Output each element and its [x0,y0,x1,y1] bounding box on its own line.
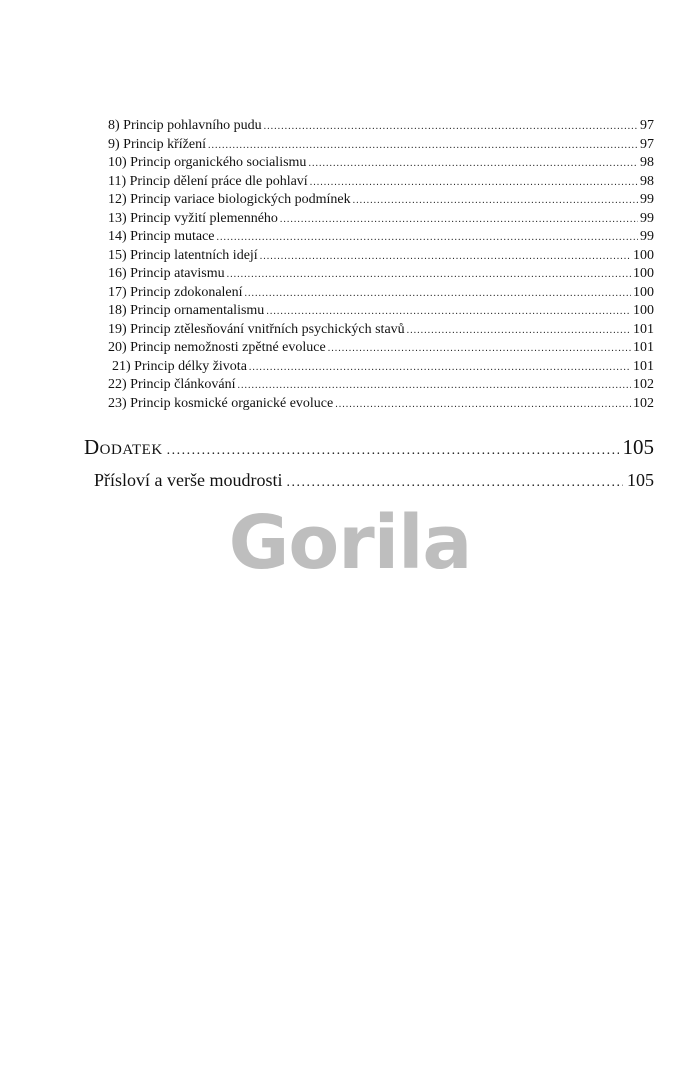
appendix-section [84,432,654,494]
dot-leader [328,340,631,359]
toc-entry-label: 22) Princip článkování [108,377,236,392]
toc-entry-page: 102 [633,395,654,411]
dot-leader [335,396,631,415]
toc-entry-label: 9) Princip křížení [108,136,206,152]
dot-leader [308,155,638,174]
toc-entry-page: 100 [633,284,654,300]
toc-entry-page: 100 [633,247,654,263]
toc-entry [108,358,654,377]
dot-leader [245,285,631,304]
toc-entry-label: 17) Princip zdokonalení [108,284,243,300]
dot-leader [353,192,638,211]
toc-entry-label: 19) Princip ztělesňování vnitřních psychických stavů [108,321,405,337]
toc-entry [108,173,654,192]
toc-entry-page: 100 [633,266,654,281]
section-title: Dodatek [84,435,163,459]
section-heading [84,432,654,462]
toc-entry-label: 20) Princip nemožnosti zpětné evoluce [108,340,326,355]
toc-entry-label: 12) Princip variace biologických podmínek [108,192,351,207]
toc-entry-label: 10) Princip organického socialismu [108,155,307,170]
toc-entry-page: 99 [640,210,654,226]
dot-leader [407,322,631,341]
toc-entry [108,395,654,414]
toc-entry-page: 100 [633,303,654,318]
table-of-contents [108,117,654,413]
toc-entry-page: 99 [640,229,654,244]
toc-entry-page: 98 [640,173,654,189]
toc-entry [108,247,654,266]
toc-entry-label: 18) Princip ornamentalismu [108,303,265,318]
toc-entry [108,154,654,173]
toc-entry-label: 16) Princip atavismu [108,266,225,281]
toc-entry-label: 11) Princip dělení práce dle pohlaví [108,173,308,189]
dot-leader [280,211,638,230]
dot-leader [208,137,638,156]
dot-leader [286,469,623,497]
toc-entry-page: 99 [640,192,654,207]
watermark-logo: Gorila [228,500,472,586]
toc-entry-label: 13) Princip vyžití plemenného [108,210,278,226]
toc-entry-label: 14) Princip mutace [108,229,215,244]
toc-entry [108,136,654,155]
section-entry [84,466,654,494]
section-entry-page: 105 [627,470,654,490]
dot-leader [310,174,638,193]
toc-entry-page: 101 [633,321,654,337]
toc-entry-page: 102 [633,377,654,392]
toc-entry-page: 97 [640,118,654,133]
toc-entry-page: 101 [633,358,654,374]
toc-entry [108,191,654,210]
toc-entry [108,117,654,136]
toc-entry [108,265,654,284]
toc-entry [108,376,654,395]
dot-leader [249,359,631,378]
dot-leader [264,118,638,137]
toc-entry-label: 15) Princip latentních idejí [108,247,258,263]
toc-entry-page: 97 [640,136,654,152]
toc-entry-label: 23) Princip kosmické organické evoluce [108,395,334,411]
toc-entry-label: 8) Princip pohlavního pudu [108,118,262,133]
dot-leader [217,229,638,248]
toc-entry [108,339,654,358]
dot-leader [260,248,631,267]
dot-leader [167,436,619,466]
dot-leader [266,303,631,322]
toc-entry [108,228,654,247]
section-page: 105 [622,435,654,459]
toc-entry [108,210,654,229]
section-entry-label: Přísloví a verše moudrosti [94,470,283,490]
dot-leader [238,377,631,396]
toc-entry-label: 21) Princip délky života [112,358,247,374]
toc-entry-page: 98 [640,155,654,170]
toc-entry [108,284,654,303]
toc-entry-page: 101 [633,340,654,355]
dot-leader [227,266,631,285]
toc-entry [108,302,654,321]
toc-entry [108,321,654,340]
